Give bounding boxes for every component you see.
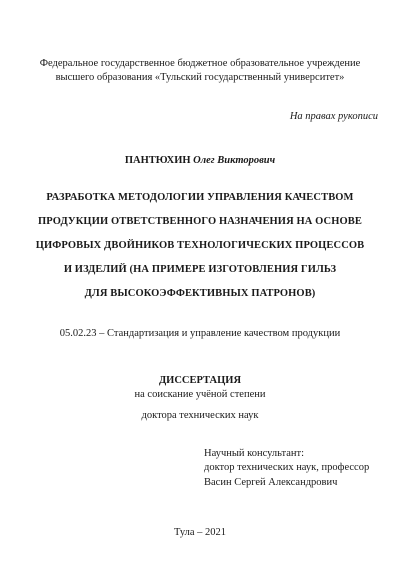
title-line-2: ПРОДУКЦИИ ОТВЕТСТВЕННОГО НАЗНАЧЕНИЯ НА ОСНОВЕ [38, 216, 362, 227]
consultant-degree: доктор технических наук, профессор [204, 462, 370, 473]
dissertation-heading: ДИССЕРТАЦИЯ [158, 375, 242, 386]
consultant-name: Васин Сергей Александрович [204, 477, 338, 488]
dissertation-degree-line-1: на соискание учёной степени [134, 389, 266, 400]
title-line-1: РАЗРАБОТКА МЕТОДОЛОГИИ УПРАВЛЕНИЯ КАЧЕСТВОМ [46, 192, 354, 203]
institution-line-1: Федеральное государственное бюджетное образовательное учреждение [39, 58, 361, 69]
dissertation-degree-line-2: доктора технических наук [141, 410, 259, 421]
title-line-4: И ИЗДЕЛИЙ (НА ПРИМЕРЕ ИЗГОТОВЛЕНИЯ ГИЛЬЗ [63, 264, 337, 275]
specialty: 05.02.23 – Стандартизация и управление качеством продукции [59, 328, 341, 339]
manuscript-note: На правах рукописи [289, 111, 378, 122]
title-line-3: ЦИФРОВЫХ ДВОЙНИКОВ ТЕХНОЛОГИЧЕСКИХ ПРОЦЕССОВ [35, 240, 365, 251]
title-line-5: ДЛЯ ВЫСОКОЭФФЕКТИВНЫХ ПАТРОНОВ) [84, 288, 316, 299]
place-year: Тула – 2021 [173, 527, 227, 538]
institution-line-2: высшего образования «Тульский государственный университет» [55, 72, 345, 83]
author-name [0, 154, 400, 167]
consultant-label: Научный консультант: [204, 448, 305, 459]
author-given-name: Олег Викторович [193, 155, 276, 166]
author-surname: ПАНТЮХИН [124, 155, 191, 166]
